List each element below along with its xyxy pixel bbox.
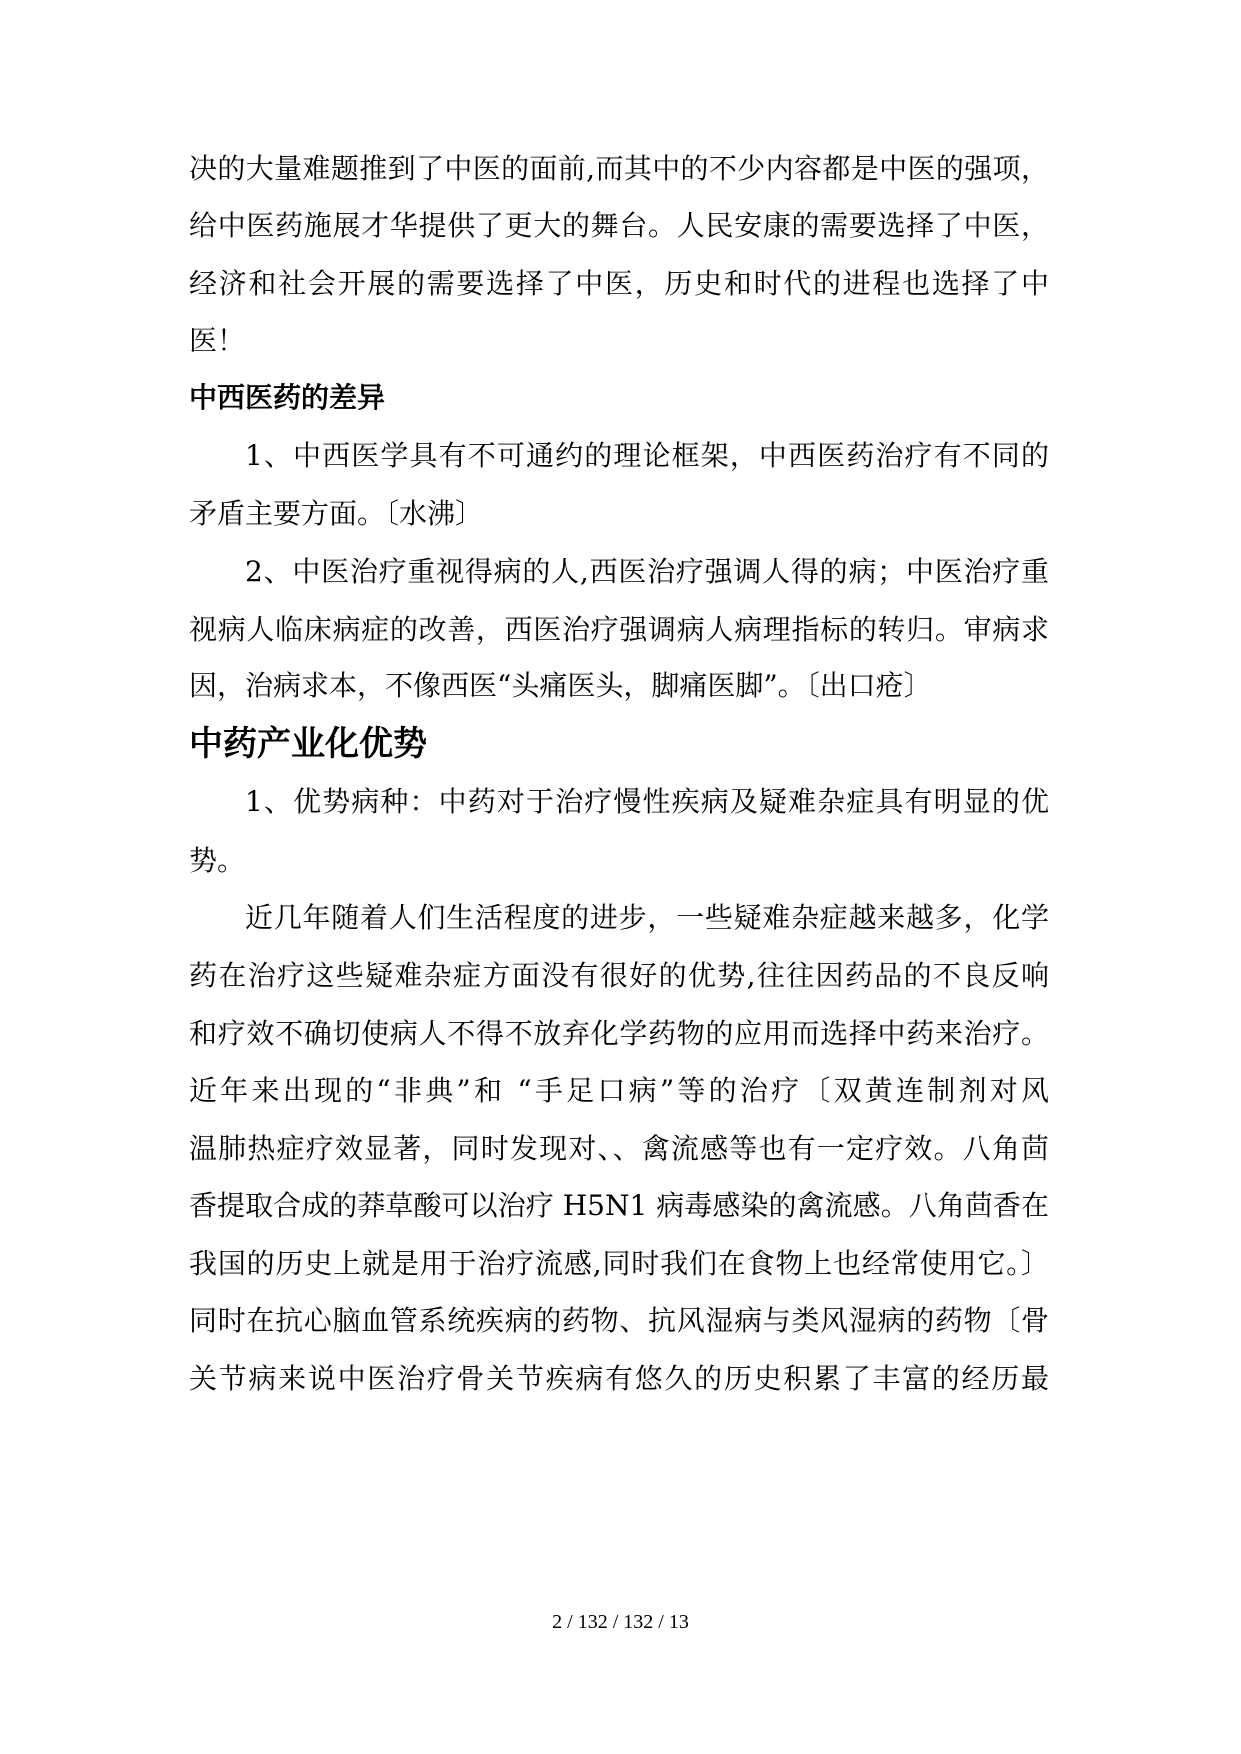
page-number: 2 / 132 / 132 / 13 bbox=[552, 1611, 689, 1633]
paragraph-line: 2、中医治疗重视得病的人,西医治疗强调人得的病；中医治疗重 bbox=[245, 555, 1049, 588]
paragraph-line: 关节病来说中医治疗骨关节疾病有悠久的历史积累了丰富的经历最 bbox=[189, 1362, 1049, 1395]
paragraph-line: 1、优势病种：中药对于治疗慢性疾病及疑难杂症具有明显的优 bbox=[245, 785, 1049, 818]
paragraph-line: 1、中西医学具有不可通约的理论框架，中西医药治疗有不同的 bbox=[245, 439, 1049, 472]
paragraph-line: 经济和社会开展的需要选择了中医，历史和时代的进程也选择了中 bbox=[189, 267, 1049, 300]
paragraph-line: 决的大量难题推到了中医的面前,而其中的不少内容都是中医的强项， bbox=[189, 152, 1049, 185]
paragraph-line: 近年来出现的“非典”和 “手足口病”等的治疗〔双黄连制剂对风 bbox=[189, 1074, 1049, 1107]
paragraph-line: 我国的历史上就是用于治疗流感,同时我们在食物上也经常使用它。〕 bbox=[189, 1247, 1049, 1280]
paragraph-line: 香提取合成的莽草酸可以治疗 H5N1 病毒感染的禽流感。八角茴香在 bbox=[189, 1189, 1049, 1222]
paragraph-line: 势。 bbox=[189, 844, 246, 877]
paragraph-line: 温肺热症疗效显著，同时发现对、、禽流感等也有一定疗效。八角茴 bbox=[189, 1132, 1049, 1165]
section-heading: 中药产业化优势 bbox=[189, 724, 427, 764]
paragraph-line: 和疗效不确切使病人不得不放弃化学药物的应用而选择中药来治疗。 bbox=[189, 1017, 1049, 1050]
paragraph-line: 近几年随着人们生活程度的进步，一些疑难杂症越来越多，化学 bbox=[245, 901, 1049, 934]
paragraph-line: 给中医药施展才华提供了更大的舞台。人民安康的需要选择了中医， bbox=[189, 209, 1049, 242]
paragraph-line: 因，治病求本，不像西医“头痛医头，脚痛医脚”。〔出口疮〕 bbox=[189, 669, 932, 702]
paragraph-line: 视病人临床病症的改善，西医治疗强调病人病理指标的转归。审病求 bbox=[189, 613, 1049, 646]
paragraph-line: 药在治疗这些疑难杂症方面没有很好的优势,往往因药品的不良反响 bbox=[189, 959, 1049, 992]
paragraph-line: 矛盾主要方面。〔水沸〕 bbox=[189, 497, 484, 530]
paragraph-line: 同时在抗心脑血管系统疾病的药物、抗风湿病与类风湿病的药物〔骨 bbox=[189, 1304, 1049, 1337]
paragraph-line: 医！ bbox=[189, 324, 246, 357]
section-heading: 中西医药的差异 bbox=[189, 381, 386, 414]
